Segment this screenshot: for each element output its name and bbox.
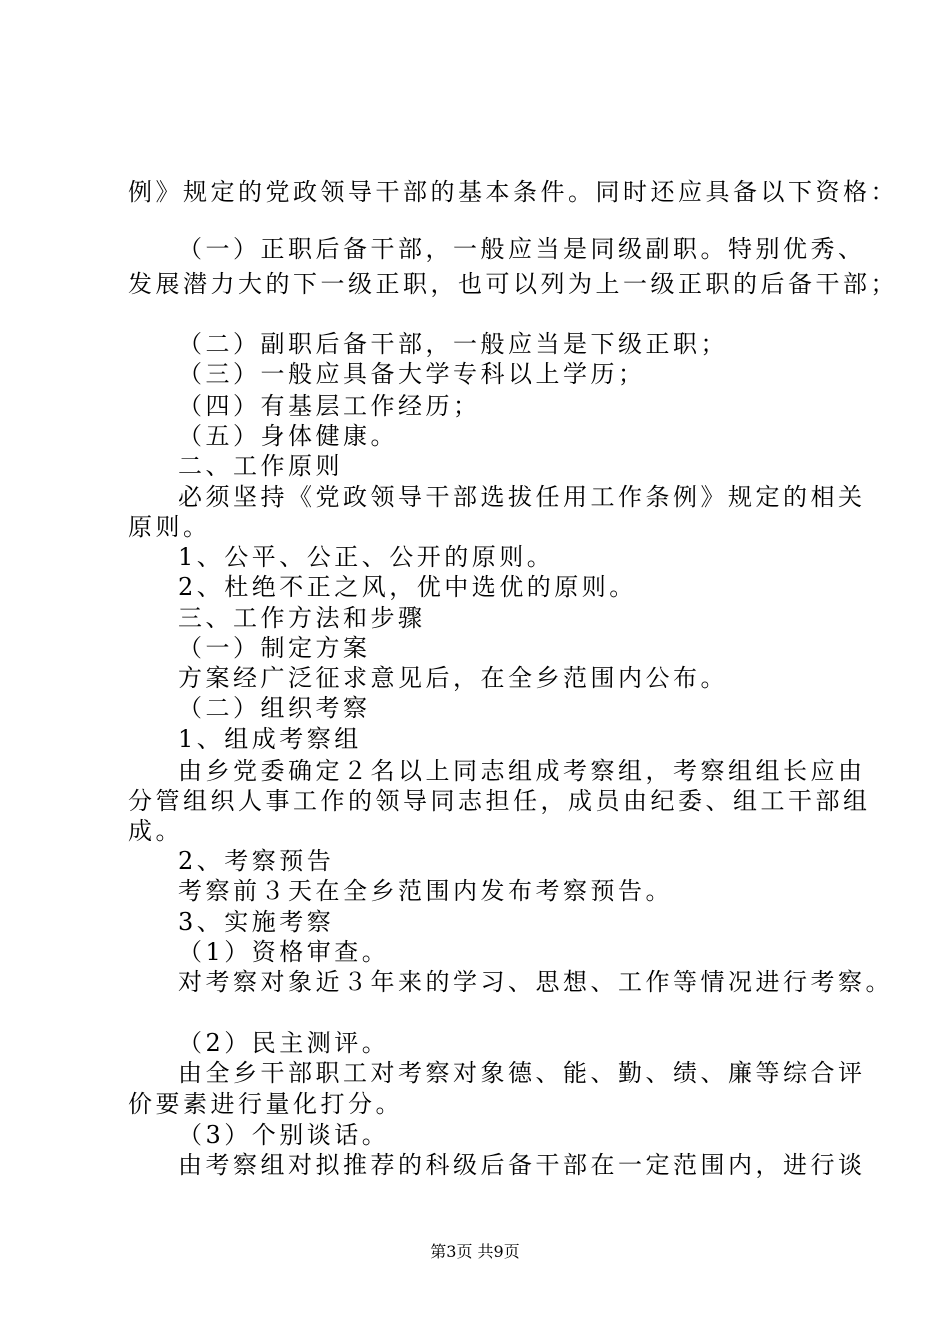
text-line: （二）副职后备干部，一般应当是下级正职； — [178, 330, 728, 358]
text-line: 1、组成考察组 — [178, 725, 362, 753]
text-line: 对考察对象近３年来的学习、思想、工作等情况进行考察。 — [178, 968, 893, 996]
section-heading: 二、工作原则 — [178, 452, 343, 480]
text-line: 分管组织人事工作的领导同志担任，成员由纪委、组工干部组 — [128, 787, 871, 815]
text-line: 3、实施考察 — [178, 908, 335, 936]
text-line: 发展潜力大的下一级正职，也可以列为上一级正职的后备干部； — [128, 270, 898, 298]
text-line: 由全乡干部职工对考察对象德、能、勤、绩、廉等综合评 — [178, 1059, 866, 1087]
text-line: （四）有基层工作经历； — [178, 392, 481, 420]
text-line: 1、公平、公正、公开的原则。 — [178, 543, 555, 571]
text-line: （一）制定方案 — [178, 634, 371, 662]
text-line: （2）民主测评。 — [178, 1029, 390, 1057]
text-line: 原则。 — [128, 513, 211, 541]
text-line: 2、杜绝不正之风，优中选优的原则。 — [178, 573, 637, 601]
text-line: 方案经广泛征求意见后，在全乡范围内公布。 — [178, 664, 728, 692]
text-line: （二）组织考察 — [178, 694, 371, 722]
text-line: （五）身体健康。 — [178, 422, 398, 450]
text-line: 必须坚持《党政领导干部选拔任用工作条例》规定的相关 — [178, 483, 866, 511]
text-line: （一）正职后备干部，一般应当是同级副职。特别优秀、 — [178, 235, 866, 263]
text-line: 例》规定的党政领导干部的基本条件。同时还应具备以下资格： — [128, 178, 898, 206]
text-line: 2、考察预告 — [178, 847, 335, 875]
text-line: 成。 — [128, 817, 183, 845]
text-line: 价要素进行量化打分。 — [128, 1090, 403, 1118]
text-line: 考察前３天在全乡范围内发布考察预告。 — [178, 877, 673, 905]
page-number-footer: 第3页 共9页 — [430, 1242, 520, 1261]
text-line: 由考察组对拟推荐的科级后备干部在一定范围内，进行谈 — [178, 1151, 866, 1179]
text-line: （1）资格审查。 — [178, 938, 390, 966]
text-line: 由乡党委确定２名以上同志组成考察组，考察组组长应由 — [178, 757, 866, 785]
text-line: （3）个别谈话。 — [178, 1121, 390, 1149]
section-heading: 三、工作方法和步骤 — [178, 604, 426, 632]
text-line: （三）一般应具备大学专科以上学历； — [178, 360, 646, 388]
